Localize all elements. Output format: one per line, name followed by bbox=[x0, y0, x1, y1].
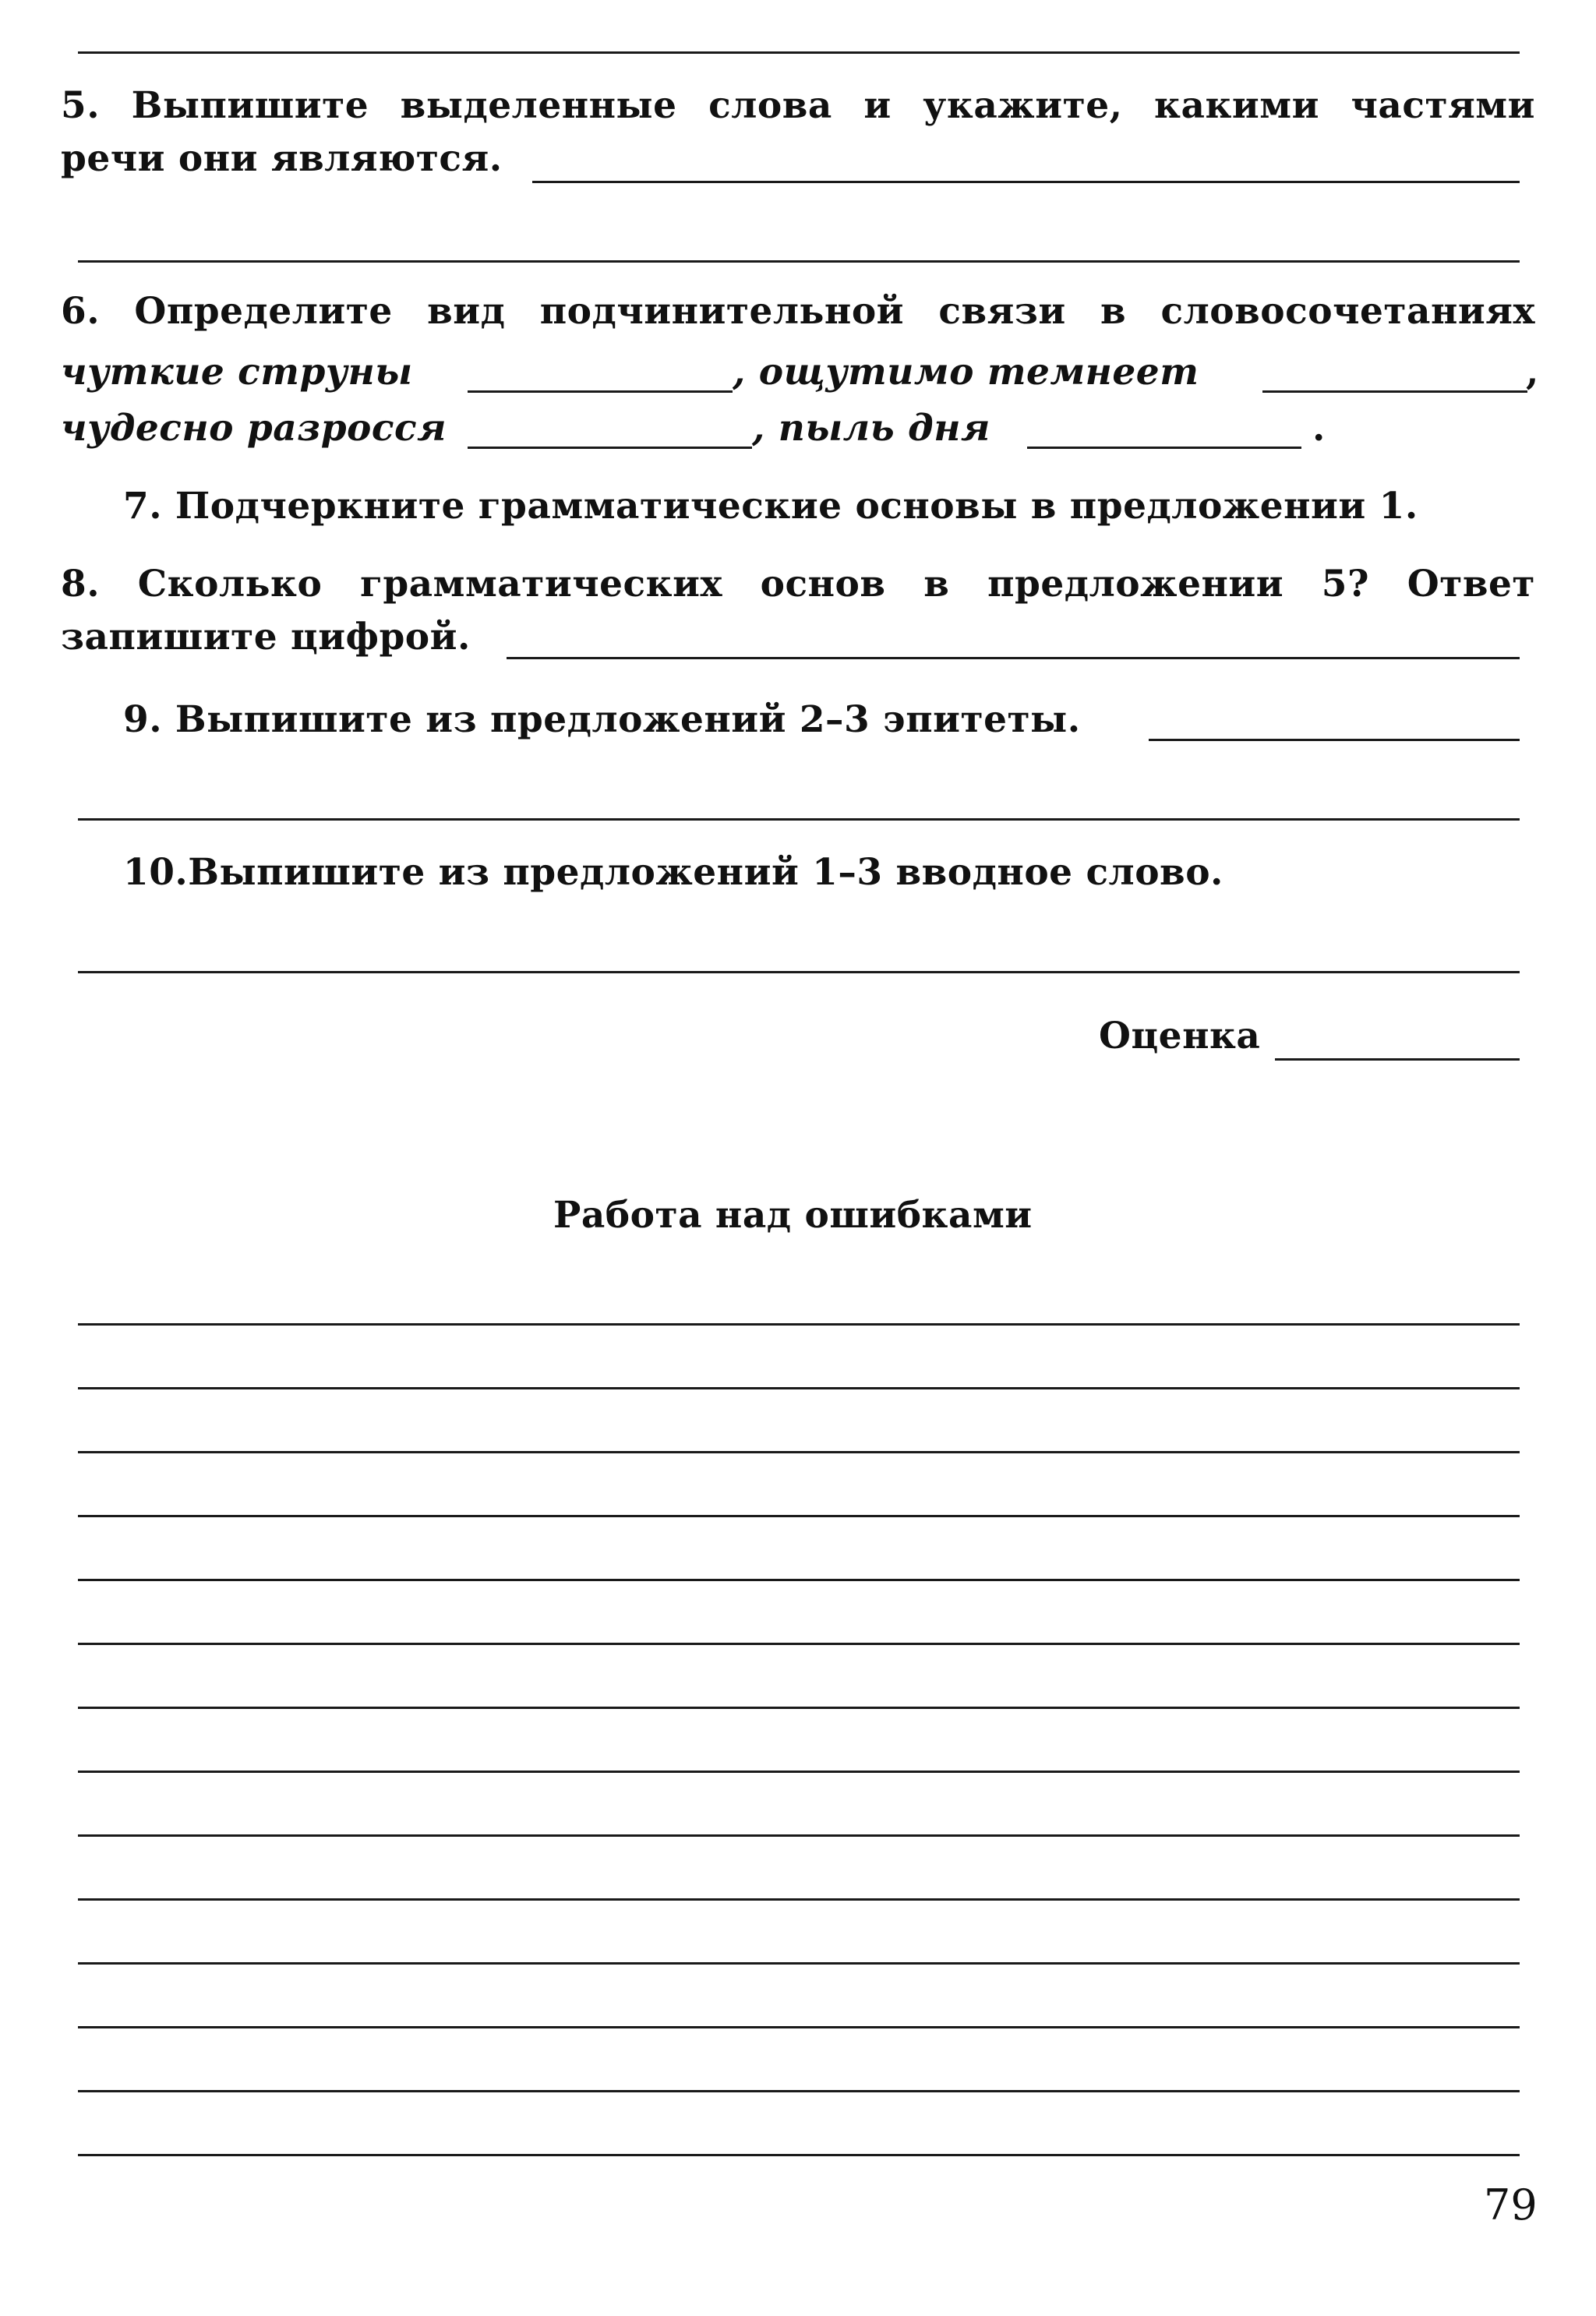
answer-line[interactable] bbox=[532, 181, 1520, 183]
task-10: 10.Выпишите из предложений 1–3 вводное слово. bbox=[123, 851, 1223, 894]
writing-line[interactable] bbox=[78, 1323, 1520, 1326]
writing-line[interactable] bbox=[78, 1771, 1520, 1773]
task-9: 9. Выпишите из предложений 2–3 эпитеты. bbox=[123, 698, 1081, 741]
phrase-pyl-dnya: , пыль дня bbox=[752, 407, 990, 450]
answer-line[interactable] bbox=[507, 657, 1520, 659]
phrase-chutkie-struny: чуткие струны bbox=[61, 351, 413, 394]
task-7: 7. Подчеркните грамматические основы в предложении 1. bbox=[123, 485, 1418, 528]
writing-line[interactable] bbox=[78, 1834, 1520, 1837]
answer-line[interactable] bbox=[468, 447, 752, 449]
phrase-oshchutimo-temneet: , ощутимо темнеет bbox=[733, 351, 1199, 394]
task-5-line-2: речи они являются. bbox=[61, 137, 503, 180]
answer-line[interactable] bbox=[78, 51, 1520, 54]
writing-line[interactable] bbox=[78, 2154, 1520, 2156]
writing-line[interactable] bbox=[78, 1579, 1520, 1581]
answer-line[interactable] bbox=[1262, 390, 1527, 393]
writing-line[interactable] bbox=[78, 1643, 1520, 1645]
comma: , bbox=[1526, 351, 1539, 394]
task-5-line-1: 5. Выпишите выделенные слова и укажите, какими частями bbox=[61, 84, 1535, 127]
answer-line[interactable] bbox=[1027, 447, 1301, 449]
writing-line[interactable] bbox=[78, 1898, 1520, 1901]
phrase-chudesno-razrossya: чудесно разросся bbox=[61, 407, 447, 450]
period: . bbox=[1312, 407, 1326, 450]
page-number: 79 bbox=[1484, 2180, 1538, 2230]
writing-line[interactable] bbox=[78, 1387, 1520, 1389]
answer-line[interactable] bbox=[468, 390, 733, 393]
task-8-line-2: запишите цифрой. bbox=[61, 616, 471, 658]
answer-line[interactable] bbox=[1149, 739, 1520, 741]
grade-line[interactable] bbox=[1275, 1058, 1520, 1061]
writing-line[interactable] bbox=[78, 1451, 1520, 1453]
answer-line[interactable] bbox=[78, 260, 1520, 263]
writing-line[interactable] bbox=[78, 1515, 1520, 1517]
writing-line[interactable] bbox=[78, 2090, 1520, 2092]
task-8-line-1: 8. Сколько грамматических основ в предложении 5? Ответ bbox=[61, 563, 1535, 605]
writing-line[interactable] bbox=[78, 1707, 1520, 1709]
writing-line[interactable] bbox=[78, 2026, 1520, 2028]
section-title: Работа над ошибками bbox=[553, 1194, 1033, 1237]
writing-line[interactable] bbox=[78, 1962, 1520, 1965]
answer-line[interactable] bbox=[78, 818, 1520, 821]
answer-line[interactable] bbox=[78, 971, 1520, 973]
grade-label: Оценка bbox=[1099, 1015, 1261, 1057]
task-6-line-1: 6. Определите вид подчинительной связи в словосочетаниях bbox=[61, 290, 1535, 333]
